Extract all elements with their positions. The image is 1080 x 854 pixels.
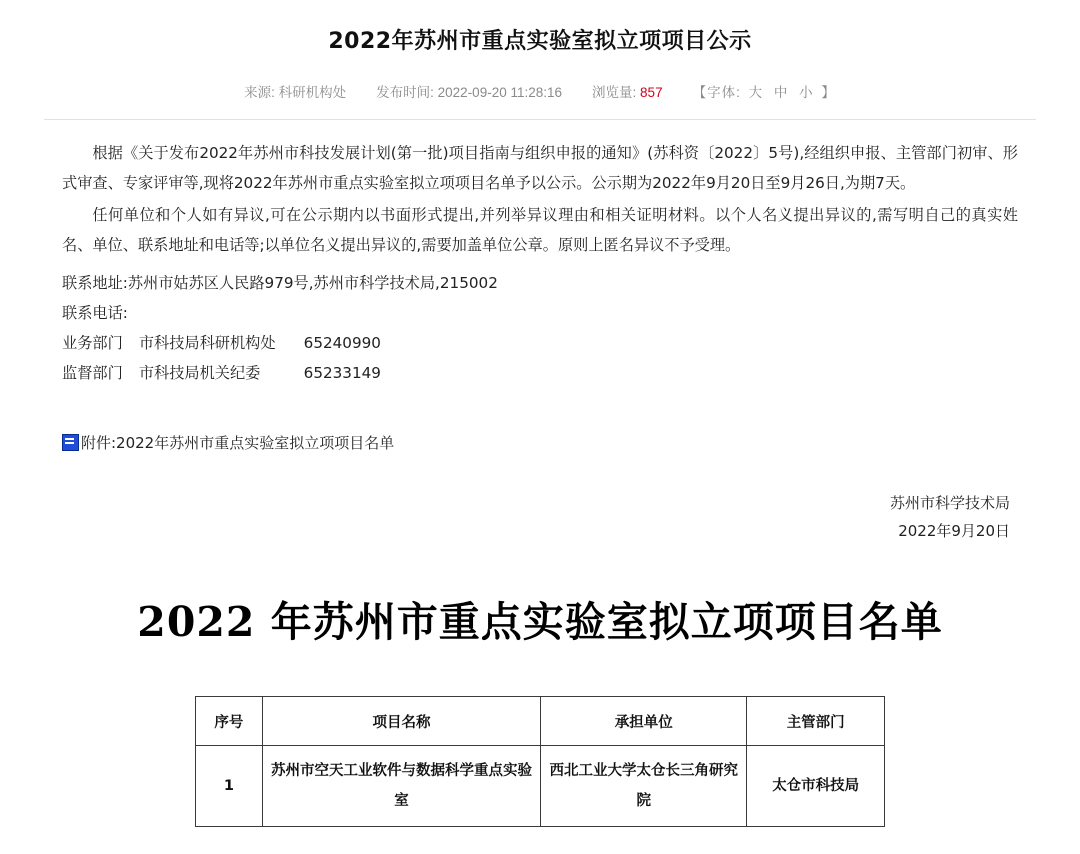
column-header-index: 序号 — [196, 697, 263, 746]
table-header-row — [196, 697, 885, 746]
contact-org: 市科技局科研机构处 — [138, 334, 276, 352]
header-divider — [44, 119, 1036, 120]
source-meta — [244, 81, 346, 101]
project-table — [195, 696, 885, 827]
contact-phone-label: 联系电话: — [62, 304, 128, 322]
cell-unit: 西北工业大学太仓长三角研究院 — [541, 746, 747, 827]
document-page — [0, 24, 1080, 827]
attachment-file-icon — [62, 434, 79, 451]
document-body — [28, 138, 1052, 545]
source-value: 科研机构处 — [278, 85, 347, 100]
attachment-link[interactable] — [62, 432, 1018, 453]
column-header-unit: 承担单位 — [541, 697, 747, 746]
column-header-department: 主管部门 — [747, 697, 885, 746]
views-meta — [592, 81, 663, 101]
paragraph-2: 任何单位和个人如有异议,可在公示期内以书面形式提出,并列举异议理由和相关证明材料。以个人名义提出异议的,需写明自己的真实姓名、单位、联系地址和电话等;以单位名义提出异议的,需要加盖单位公章。原则上匿名异议不予受理。 — [62, 206, 1018, 254]
list-heading-year: 2022 — [137, 598, 256, 646]
column-header-project-name: 项目名称 — [262, 697, 540, 746]
contact-address: 联系地址:苏州市姑苏区人民路979号,苏州市科学技术局,215002 — [62, 274, 498, 292]
list-heading — [28, 589, 1052, 648]
font-size-controls — [693, 81, 836, 101]
contact-phone: 65233149 — [303, 364, 381, 382]
font-size-large-button[interactable]: 大 — [748, 85, 764, 100]
contact-dept: 业务部门 — [62, 334, 123, 352]
publish-value: 2022-09-20 11:28:16 — [437, 85, 563, 100]
font-size-small-button[interactable]: 小 — [799, 85, 814, 100]
contact-phone: 65240990 — [303, 334, 381, 352]
source-label: 来源: — [244, 85, 275, 100]
cell-index: 1 — [196, 746, 263, 827]
paragraph-1: 根据《关于发布2022年苏州市科技发展计划(第一批)项目指南与组织申报的通知》(苏科资〔2022〕5号),经组织申报、主管部门初审、形式审查、专家评审等,现将2022年苏州市重点实验室拟立项项目名单予以公示。公示期为2022年9月20日至9月26日,为期7天。 — [62, 144, 1018, 192]
font-size-label-close: 】 — [821, 85, 836, 100]
font-size-label: 【字体: — [692, 85, 741, 100]
project-table-container — [28, 696, 1052, 827]
signature-organization: 苏州市科学技术局 — [889, 494, 1010, 512]
table-row — [196, 746, 885, 827]
publish-label: 发布时间: — [376, 85, 434, 100]
signature-date: 2022年9月20日 — [898, 522, 1010, 540]
contact-dept: 监督部门 — [62, 364, 123, 382]
font-size-medium-button[interactable]: 中 — [773, 85, 789, 100]
signature-block — [62, 489, 1018, 545]
contact-row — [62, 328, 1018, 358]
cell-department: 太仓市科技局 — [747, 746, 885, 827]
publish-time-meta — [376, 81, 562, 101]
contact-row — [62, 358, 1018, 388]
views-label: 浏览量: — [592, 85, 637, 100]
contact-org: 市科技局机关纪委 — [138, 364, 261, 382]
views-count: 857 — [640, 85, 663, 100]
attachment-label: 附件:2022年苏州市重点实验室拟立项项目名单 — [81, 434, 395, 452]
document-meta-bar — [28, 81, 1052, 101]
page-title: 2022年苏州市重点实验室拟立项项目公示 — [328, 29, 752, 54]
cell-project-name: 苏州市空天工业软件与数据科学重点实验室 — [262, 746, 540, 827]
list-heading-text: 年苏州市重点实验室拟立项项目名单 — [270, 598, 943, 646]
